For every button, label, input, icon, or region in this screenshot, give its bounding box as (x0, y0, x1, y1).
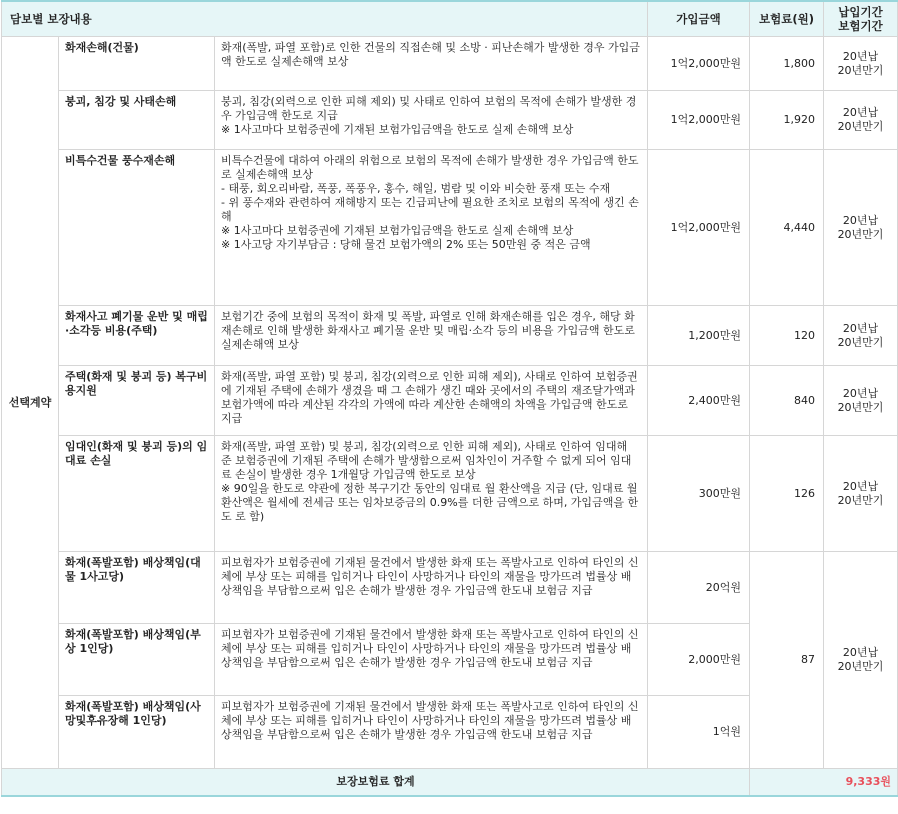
period-pay: 20년납 (842, 106, 879, 119)
coverage-amount: 2,400만원 (648, 366, 750, 436)
coverage-premium: 840 (750, 366, 824, 436)
coverage-period (824, 91, 898, 150)
table-row (2, 91, 898, 150)
period-term: 20년만기 (837, 400, 884, 414)
liability-premium: 87 (750, 552, 824, 769)
header-premium: 보험료(원) (750, 1, 824, 37)
period-pay: 20년납 (842, 646, 879, 659)
header-period (824, 1, 898, 37)
coverage-name: 화재(폭발포함) 배상책임(사망및후유장해 1인당) (59, 696, 215, 769)
liability-period (824, 552, 898, 769)
table-row (2, 37, 898, 91)
coverage-name: 붕괴, 침강 및 사태손해 (59, 91, 215, 150)
coverage-amount: 2,000만원 (648, 624, 750, 696)
coverage-period (824, 37, 898, 91)
header-period-line2: 보험기간 (838, 19, 883, 33)
period-term: 20년만기 (837, 120, 884, 133)
coverage-period (824, 366, 898, 436)
period-term: 20년만기 (837, 660, 884, 673)
coverage-amount: 1억2,000만원 (648, 37, 750, 91)
coverage-amount: 1,200만원 (648, 306, 750, 366)
table-row (2, 150, 898, 306)
coverage-table (1, 0, 898, 797)
coverage-name: 비특수건물 풍수재손해 (59, 150, 215, 306)
coverage-desc: 피보험자가 보험증권에 기재된 물건에서 발생한 화재 또는 폭발사고로 인하여 타인의 신체에 부상 또는 피해를 입히거나 타인이 사망하거나 타인의 재물을 망가뜨려 법률상 배상책임을 부담함으로써 입은 손해가 발생한 경우 가입금액 한도내 보험금 지급 (215, 552, 648, 624)
coverage-premium: 126 (750, 436, 824, 552)
total-row (2, 769, 898, 797)
period-term: 20년만기 (837, 63, 884, 77)
coverage-desc: 비특수건물에 대하여 아래의 위험으로 보험의 목적에 손해가 발생한 경우 가입금액 한도로 실제손해액 보상 - 태풍, 회오리바람, 폭풍, 폭풍우, 홍수, 해일, 범람 및 이와 비슷한 풍재 또는 수재 - 위 풍수재와 관련하여 재해방지 또는 긴급피난에 필요한 조치로 보험의 목적에 생긴 손해 ※ 1사고마다 보험증권에 기재된 보험가입금액을 한도로 실제 손해액 보상 ※ 1사고당 자기부담금 : 당해 물건 보험가액의 2% 또는 50만원 중 적은 금액 (215, 150, 648, 306)
coverage-name: 화재(폭발포함) 배상책임(대물 1사고당) (59, 552, 215, 624)
table-row (2, 436, 898, 552)
coverage-premium: 4,440 (750, 150, 824, 306)
header-amount: 가입금액 (648, 1, 750, 37)
period-pay: 20년납 (842, 479, 879, 493)
coverage-name: 화재손해(건물) (59, 37, 215, 91)
coverage-premium: 120 (750, 306, 824, 366)
header-period-line1: 납입기간 (838, 5, 883, 19)
period-term: 20년만기 (837, 227, 884, 241)
coverage-amount: 1억2,000만원 (648, 91, 750, 150)
coverage-premium: 1,800 (750, 37, 824, 91)
coverage-desc: 화재(폭발, 파열 포함)로 인한 건물의 직접손해 및 소방 · 피난손해가 발생한 경우 가입금액 한도로 실제손해액 보상 (215, 37, 648, 91)
coverage-name: 화재(폭발포함) 배상책임(부상 1인당) (59, 624, 215, 696)
coverage-premium: 1,920 (750, 91, 824, 150)
period-term: 20년만기 (837, 335, 884, 349)
table-row (2, 552, 898, 624)
coverage-amount: 1억원 (648, 696, 750, 769)
period-pay: 20년납 (842, 386, 879, 400)
group-label: 선택계약 (2, 37, 59, 769)
period-pay: 20년납 (842, 49, 879, 63)
coverage-amount: 1억2,000만원 (648, 150, 750, 306)
coverage-desc: 화재(폭발, 파열 포함) 및 붕괴, 침강(외력으로 인한 피해 제외), 사태로 인하여 보험증권에 기재된 주택에 손해가 생겼을 때 그 손해가 생긴 때와 곳에서의 주택의 재조달가액과 보험가액에 따라 계산된 각각의 가액에 따라 계산한 손해액의 차액을 가입금액 한도로 지급 (215, 366, 648, 436)
header-coverage: 담보별 보장내용 (2, 1, 648, 37)
coverage-desc: 피보험자가 보험증권에 기재된 물건에서 발생한 화재 또는 폭발사고로 인하여 타인의 신체에 부상 또는 피해를 입히거나 타인이 사망하거나 타인의 재물을 망가뜨려 법률상 배상책임을 부담함으로써 입은 손해가 발생한 경우 가입금액 한도내 보험금 지급 (215, 624, 648, 696)
coverage-period (824, 306, 898, 366)
total-value: 9,333원 (750, 769, 898, 797)
total-label: 보장보험료 합계 (2, 769, 750, 797)
coverage-desc: 붕괴, 침강(외력으로 인한 피해 제외) 및 사태로 인하여 보험의 목적에 손해가 발생한 경우 가입금액 한도로 지급 ※ 1사고마다 보험증권에 기재된 보험가입금액을 한도로 실제 손해액 보상 (215, 91, 648, 150)
table-header-row (2, 1, 898, 37)
coverage-desc: 피보험자가 보험증권에 기재된 물건에서 발생한 화재 또는 폭발사고로 인하여 타인의 신체에 부상 또는 피해를 입히거나 타인이 사망하거나 타인의 재물을 망가뜨려 법률상 배상책임을 부담함으로써 입은 손해가 발생한 경우 가입금액 한도내 보험금 지급 (215, 696, 648, 769)
period-pay: 20년납 (842, 213, 879, 227)
table-row (2, 366, 898, 436)
coverage-desc: 보험기간 중에 보험의 목적이 화재 및 폭발, 파열로 인해 화재손해를 입은 경우, 해당 화재손해로 인해 발생한 화재사고 폐기물 운반 및 매립·소각 등의 비용을 가입금액 한도로 실제손해액 보상 (215, 306, 648, 366)
coverage-desc: 화재(폭발, 파열 포함) 및 붕괴, 침강(외력으로 인한 피해 제외), 사태로 인하여 임대해 준 보험증권에 기재된 주택에 손해가 발생함으로써 임차인이 거주할 수 없게 되어 임대료 손실이 발생한 경우 1개월당 가입금액 한도로 보상 ※ 90일을 한도로 약관에 정한 복구기간 동안의 임대료 월 환산액을 지급 (단, 임대료 월 환산액은 월세에 전세금 또는 임차보증금의 0.9%를 더한 금액으로 하며, 가입금액을 한도 로 함) (215, 436, 648, 552)
period-term: 20년만기 (837, 493, 884, 507)
coverage-name: 화재사고 폐기물 운반 및 매립·소각등 비용(주택) (59, 306, 215, 366)
period-pay: 20년납 (842, 321, 879, 335)
coverage-amount: 300만원 (648, 436, 750, 552)
coverage-name: 주택(화재 및 붕괴 등) 복구비용지원 (59, 366, 215, 436)
table-row (2, 306, 898, 366)
coverage-name: 임대인(화재 및 붕괴 등)의 임대료 손실 (59, 436, 215, 552)
coverage-amount: 20억원 (648, 552, 750, 624)
coverage-period (824, 150, 898, 306)
coverage-period (824, 436, 898, 552)
